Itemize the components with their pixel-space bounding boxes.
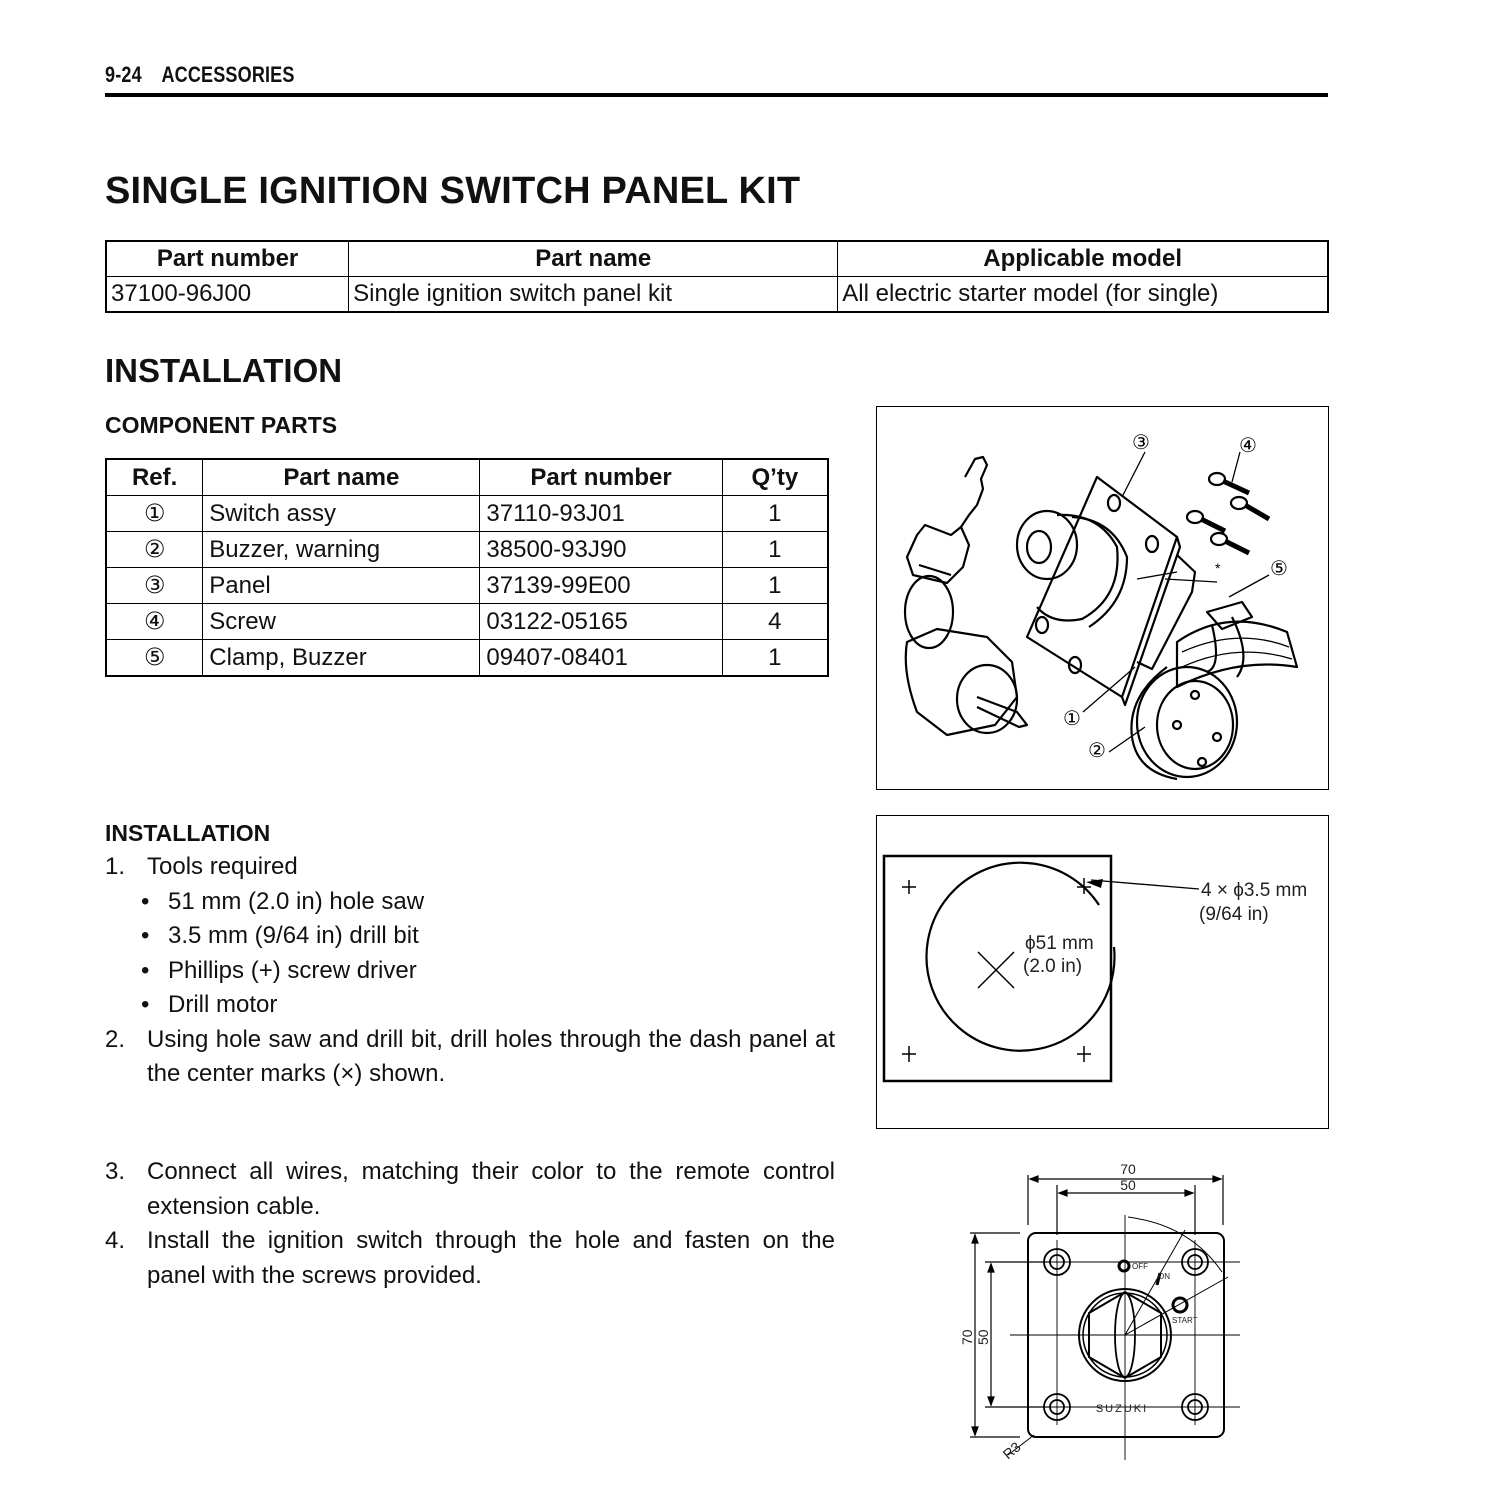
table-row xyxy=(106,277,1328,313)
hole-saw-circle xyxy=(927,863,1115,1051)
corner-radius-label: R3 xyxy=(999,1438,1024,1463)
screw-icon xyxy=(1187,473,1269,553)
step-text: Connect all wires, matching their color to the remote control extension cable. xyxy=(147,1158,835,1220)
off-label: OFF xyxy=(1132,1262,1148,1271)
dimension-drawing xyxy=(950,1155,1250,1465)
subheading-component-parts: COMPONENT PARTS xyxy=(105,412,338,438)
cell-part-number: 37139-99E00 xyxy=(480,568,722,604)
small-holes-label: 4 × ϕ3.5 mm xyxy=(1201,880,1308,901)
leader-line xyxy=(1091,880,1199,889)
page-title: SINGLE IGNITION SWITCH PANEL KIT xyxy=(105,170,801,212)
cell-ref: ④ xyxy=(106,604,203,640)
step-3 xyxy=(105,1155,835,1224)
table-row xyxy=(106,568,828,604)
cell-qty: 1 xyxy=(722,496,828,532)
step-2 xyxy=(105,1023,835,1092)
exploded-view-figure xyxy=(876,406,1329,790)
hole-spacing-width-label: 50 xyxy=(1120,1177,1136,1193)
small-holes-inch: (9/64 in) xyxy=(1199,904,1269,925)
outer-height-label: 70 xyxy=(959,1329,975,1345)
svg-text:④: ④ xyxy=(1239,435,1257,457)
cell-ref: ② xyxy=(106,532,203,568)
kit-table xyxy=(105,240,1329,313)
col-applicable-model: Applicable model xyxy=(838,241,1328,277)
col-part-number: Part number xyxy=(480,459,722,496)
section-name: ACCESSORIES xyxy=(161,62,295,87)
table-row xyxy=(106,604,828,640)
large-hole-inch: (2.0 in) xyxy=(1023,956,1083,977)
step-number: 2. xyxy=(105,1025,126,1053)
svg-text:⑤: ⑤ xyxy=(1270,558,1288,580)
cell-ref: ③ xyxy=(106,568,203,604)
svg-text:②: ② xyxy=(1088,740,1106,762)
step-1 xyxy=(105,850,835,885)
list-item: • Phillips (+) screw driver xyxy=(141,956,417,984)
cell-part-name: Clamp, Buzzer xyxy=(203,640,480,677)
step-text: Tools required xyxy=(147,853,298,880)
on-label: ON xyxy=(1158,1272,1170,1281)
kit-table-header xyxy=(106,241,1328,277)
drill-template-diagram xyxy=(877,816,1328,1128)
subheading-installation: INSTALLATION xyxy=(105,820,271,846)
cell-applicable-model: All electric starter model (for single) xyxy=(838,277,1328,313)
dimension-drawing-figure xyxy=(950,1155,1250,1465)
cell-part-name: Screw xyxy=(203,604,480,640)
cell-part-number: 09407-08401 xyxy=(480,640,722,677)
header-rule xyxy=(105,93,1328,97)
cell-part-name: Switch assy xyxy=(203,496,480,532)
cell-ref: ① xyxy=(106,496,203,532)
tools-list xyxy=(105,885,835,1023)
outer-width-label: 70 xyxy=(1120,1161,1136,1177)
cell-part-name: Buzzer, warning xyxy=(203,532,480,568)
cell-part-name: Panel xyxy=(203,568,480,604)
cell-qty: 1 xyxy=(722,532,828,568)
section-heading-installation: INSTALLATION xyxy=(105,352,343,389)
col-part-name: Part name xyxy=(203,459,480,496)
svg-text:*: * xyxy=(1215,560,1221,576)
cell-part-name: Single ignition switch panel kit xyxy=(349,277,838,313)
cell-qty: 1 xyxy=(722,640,828,677)
cell-qty: 4 xyxy=(722,604,828,640)
callout-labels xyxy=(1063,432,1288,762)
drill-template-figure xyxy=(876,815,1329,1129)
large-hole-label: ϕ51 mm xyxy=(1025,933,1094,954)
center-mark-icon xyxy=(978,952,1014,988)
key-icon xyxy=(907,457,987,583)
cell-part-number: 37100-96J00 xyxy=(106,277,349,313)
table-row xyxy=(106,496,828,532)
page-number: 9-24 xyxy=(105,62,142,87)
svg-text:③: ③ xyxy=(1132,432,1150,454)
step-number: 1. xyxy=(105,853,126,880)
table-row xyxy=(106,532,828,568)
cell-part-number: 37110-93J01 xyxy=(480,496,722,532)
exploded-view-illustration xyxy=(877,407,1328,789)
cell-part-number: 03122-05165 xyxy=(480,604,722,640)
table-row xyxy=(106,640,828,677)
step-4 xyxy=(105,1224,835,1293)
hole-spacing-height-label: 50 xyxy=(975,1329,991,1345)
cell-qty: 1 xyxy=(722,568,828,604)
running-header xyxy=(105,62,295,88)
col-part-name: Part name xyxy=(349,241,838,277)
step-number: 4. xyxy=(105,1227,126,1254)
step-text: Using hole saw and drill bit, drill holes through the dash panel at the center marks (×) shown. xyxy=(147,1025,835,1087)
step-text: Install the ignition switch through the hole and fasten on the panel with the screws provided. xyxy=(147,1227,835,1289)
cell-part-number: 38500-93J90 xyxy=(480,532,722,568)
component-table-header xyxy=(106,459,828,496)
step-number: 3. xyxy=(105,1158,126,1185)
off-marker xyxy=(1119,1261,1129,1271)
start-label: START xyxy=(1172,1316,1198,1325)
procedure-steps-3-4 xyxy=(105,1155,835,1293)
cell-ref: ⑤ xyxy=(106,640,203,677)
brand-label: SUZUKI xyxy=(1095,1403,1149,1415)
col-part-number: Part number xyxy=(106,241,349,277)
col-qty: Q’ty xyxy=(722,459,828,496)
procedure-steps-1-2 xyxy=(105,850,835,1092)
start-marker xyxy=(1173,1298,1187,1312)
component-parts-table xyxy=(105,458,829,677)
col-ref: Ref. xyxy=(106,459,203,496)
list-item: • 3.5 mm (9/64 in) drill bit xyxy=(141,922,419,949)
list-item: • Drill motor xyxy=(141,991,278,1018)
svg-text:①: ① xyxy=(1063,708,1081,730)
list-item: • 51 mm (2.0 in) hole saw xyxy=(141,887,425,915)
